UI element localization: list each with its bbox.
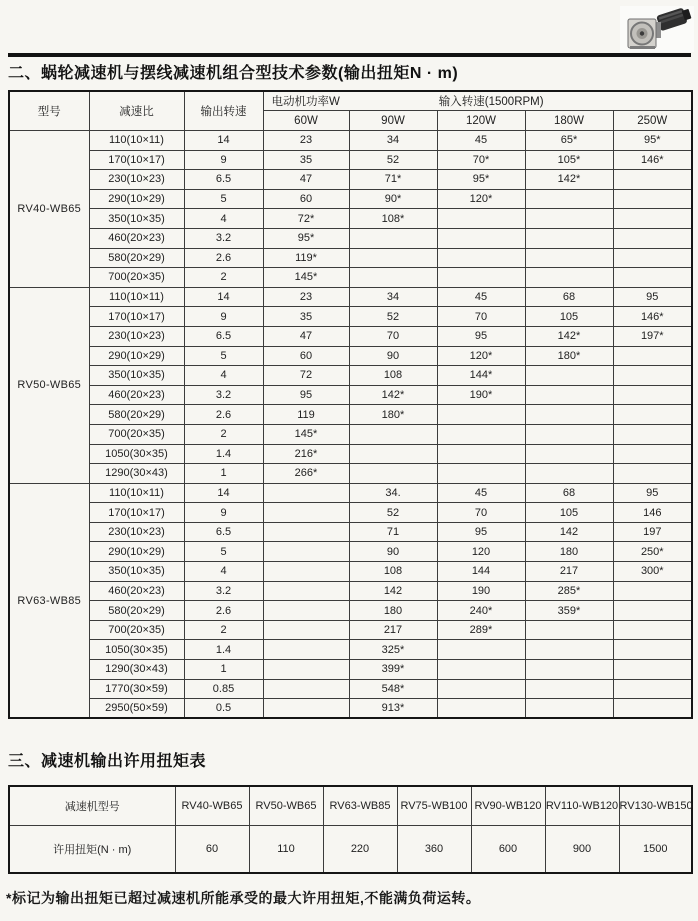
torque-cell: [349, 424, 437, 444]
parameters-table: [8, 90, 693, 719]
torque-cell: 70: [349, 326, 437, 346]
torque-cell: [263, 562, 349, 582]
ratio-cell: 1290(30×43): [89, 464, 184, 484]
torque-cell: [437, 640, 525, 660]
torque-cell: 144*: [437, 366, 525, 386]
torque-cell: 34: [349, 287, 437, 307]
ratio-cell: 1290(30×43): [89, 660, 184, 680]
torque-cell: 72: [263, 366, 349, 386]
torque-cell: [437, 209, 525, 229]
torque-cell: 23: [263, 131, 349, 151]
section2-title: 二、蜗轮减速机与摆线减速机组合型技术参数(输出扭矩N · m): [8, 65, 459, 82]
table-row: [9, 424, 692, 444]
table-row: [9, 366, 692, 386]
torque-cell: 289*: [437, 620, 525, 640]
table-row: [9, 522, 692, 542]
torque-cell: 285*: [525, 581, 613, 601]
torque-cell: 70: [437, 503, 525, 523]
table-row: [9, 209, 692, 229]
torque-cell: [263, 542, 349, 562]
table-row: [9, 699, 692, 719]
table-row: [9, 679, 692, 699]
table-row: [9, 581, 692, 601]
ratio-cell: 230(10×23): [89, 326, 184, 346]
torque-cell: 95*: [263, 228, 349, 248]
allowable-torque-cell: 220: [323, 826, 397, 874]
torque-cell: 180: [525, 542, 613, 562]
table-row: [9, 503, 692, 523]
output-speed-cell: 2: [184, 424, 263, 444]
output-speed-cell: 6.5: [184, 170, 263, 190]
output-speed-cell: 14: [184, 287, 263, 307]
torque-cell: 70*: [437, 150, 525, 170]
output-speed-cell: 1: [184, 464, 263, 484]
torque-cell: [613, 228, 692, 248]
gearbox-photo-drawing: [620, 6, 694, 52]
torque-cell: 105*: [525, 150, 613, 170]
torque-cell: [437, 699, 525, 719]
torque-cell: 145*: [263, 424, 349, 444]
ratio-cell: 700(20×35): [89, 268, 184, 288]
torque-cell: 95: [263, 385, 349, 405]
torque-cell: 108*: [349, 209, 437, 229]
table-row: [9, 483, 692, 503]
torque-cell: 108: [349, 562, 437, 582]
ratio-cell: 170(10×17): [89, 150, 184, 170]
torque-cell: [263, 660, 349, 680]
torque-cell: 240*: [437, 601, 525, 621]
t2-torque-label: 许用扭矩(N · m): [9, 826, 175, 874]
t1-header-row: [9, 91, 692, 111]
torque-cell: 217: [525, 562, 613, 582]
output-speed-cell: 5: [184, 346, 263, 366]
gearbox-product-photo-icon: [620, 6, 694, 52]
output-speed-cell: 4: [184, 209, 263, 229]
model-cell: RV50-WB65: [9, 287, 89, 483]
output-speed-cell: 2.6: [184, 601, 263, 621]
torque-cell: [525, 248, 613, 268]
torque-cell: [525, 209, 613, 229]
ratio-cell: 110(10×11): [89, 131, 184, 151]
torque-cell: 142*: [349, 385, 437, 405]
torque-cell: [263, 601, 349, 621]
torque-cell: 325*: [349, 640, 437, 660]
torque-cell: 35: [263, 150, 349, 170]
torque-cell: [613, 189, 692, 209]
torque-cell: 68: [525, 287, 613, 307]
output-speed-cell: 14: [184, 131, 263, 151]
torque-cell: [349, 268, 437, 288]
torque-cell: [613, 601, 692, 621]
torque-cell: 34.: [349, 483, 437, 503]
torque-cell: [525, 444, 613, 464]
ratio-cell: 290(10×29): [89, 542, 184, 562]
torque-cell: 60: [263, 189, 349, 209]
torque-cell: [613, 366, 692, 386]
torque-cell: [525, 366, 613, 386]
table-row: [9, 444, 692, 464]
torque-cell: 95*: [437, 170, 525, 190]
torque-cell: 72*: [263, 209, 349, 229]
table-row: [9, 405, 692, 425]
torque-cell: 142: [525, 522, 613, 542]
allowable-torque-cell: 900: [545, 826, 619, 874]
torque-cell: 217: [349, 620, 437, 640]
t2-header-row: [9, 786, 692, 826]
table-row: [9, 620, 692, 640]
torque-cell: 90: [349, 346, 437, 366]
torque-cell: [263, 620, 349, 640]
torque-cell: 105: [525, 307, 613, 327]
ratio-cell: 460(20×23): [89, 385, 184, 405]
torque-cell: 120*: [437, 189, 525, 209]
torque-cell: [437, 248, 525, 268]
model-name-cell: RV63-WB85: [323, 786, 397, 826]
torque-cell: [613, 268, 692, 288]
torque-cell: [437, 405, 525, 425]
torque-cell: [525, 405, 613, 425]
torque-cell: [437, 424, 525, 444]
torque-cell: 197*: [613, 326, 692, 346]
torque-cell: 399*: [349, 660, 437, 680]
torque-cell: [613, 581, 692, 601]
t1-body: [9, 131, 692, 719]
torque-cell: [525, 228, 613, 248]
torque-cell: [525, 640, 613, 660]
table-row: [9, 228, 692, 248]
ratio-cell: 1770(30×59): [89, 679, 184, 699]
torque-cell: 90*: [349, 189, 437, 209]
torque-cell: 266*: [263, 464, 349, 484]
table-row: [9, 640, 692, 660]
allowable-torque-cell: 110: [249, 826, 323, 874]
torque-cell: [613, 424, 692, 444]
t2-data-row: [9, 826, 692, 874]
torque-cell: 120: [437, 542, 525, 562]
power-column-header: 60W: [263, 111, 349, 131]
torque-cell: 95: [437, 522, 525, 542]
section3-title: 三、减速机输出许用扭矩表: [8, 753, 207, 770]
table-row: [9, 601, 692, 621]
model-name-cell: RV90-WB120: [471, 786, 545, 826]
motor-power-label: 电动机功率W: [271, 96, 340, 108]
torque-cell: [525, 660, 613, 680]
output-speed-cell: 4: [184, 562, 263, 582]
torque-cell: 60: [263, 346, 349, 366]
ratio-cell: 350(10×35): [89, 562, 184, 582]
table-row: [9, 562, 692, 582]
torque-cell: 68: [525, 483, 613, 503]
model-name-cell: RV40-WB65: [175, 786, 249, 826]
torque-cell: [525, 679, 613, 699]
ratio-cell: 290(10×29): [89, 189, 184, 209]
power-column-header: 120W: [437, 111, 525, 131]
output-speed-cell: 5: [184, 542, 263, 562]
torque-cell: 119*: [263, 248, 349, 268]
output-speed-cell: 9: [184, 503, 263, 523]
ratio-column-header: 减速比: [89, 91, 184, 131]
model-cell: RV40-WB65: [9, 131, 89, 288]
ratio-cell: 110(10×11): [89, 483, 184, 503]
model-column-header: 型号: [9, 91, 89, 131]
output-speed-cell: 5: [184, 189, 263, 209]
ratio-cell: 350(10×35): [89, 366, 184, 386]
ratio-cell: 700(20×35): [89, 424, 184, 444]
power-column-header: 90W: [349, 111, 437, 131]
output-speed-cell: 14: [184, 483, 263, 503]
torque-cell: 23: [263, 287, 349, 307]
torque-cell: [613, 444, 692, 464]
torque-cell: [349, 444, 437, 464]
torque-cell: [525, 464, 613, 484]
table-row: [9, 287, 692, 307]
model-name-cell: RV75-WB100: [397, 786, 471, 826]
torque-cell: [263, 581, 349, 601]
torque-cell: 180*: [349, 405, 437, 425]
output-speed-cell: 0.85: [184, 679, 263, 699]
torque-cell: [349, 464, 437, 484]
torque-cell: 146: [613, 503, 692, 523]
torque-cell: 71: [349, 522, 437, 542]
torque-cell: [437, 679, 525, 699]
torque-cell: 47: [263, 170, 349, 190]
ratio-cell: 2950(50×59): [89, 699, 184, 719]
output-speed-cell: 1.4: [184, 640, 263, 660]
ratio-cell: 170(10×17): [89, 503, 184, 523]
output-speed-column-header: 输出转速: [184, 91, 263, 131]
torque-cell: 190: [437, 581, 525, 601]
allowable-torque-table: [8, 785, 693, 874]
allowable-torque-cell: 60: [175, 826, 249, 874]
torque-cell: [525, 620, 613, 640]
power-and-input-speed-header: [263, 91, 692, 111]
table-row: [9, 660, 692, 680]
model-cell: RV63-WB85: [9, 483, 89, 718]
torque-cell: 548*: [349, 679, 437, 699]
divider-rule: [8, 53, 691, 57]
table-row: [9, 385, 692, 405]
table-row: [9, 307, 692, 327]
torque-cell: [437, 228, 525, 248]
torque-cell: 45: [437, 131, 525, 151]
output-speed-cell: 3.2: [184, 385, 263, 405]
torque-cell: [613, 679, 692, 699]
power-column-header: 180W: [525, 111, 613, 131]
output-speed-cell: 1.4: [184, 444, 263, 464]
torque-cell: [613, 346, 692, 366]
torque-cell: [525, 268, 613, 288]
torque-cell: [613, 464, 692, 484]
output-speed-cell: 3.2: [184, 228, 263, 248]
ratio-cell: 230(10×23): [89, 170, 184, 190]
torque-cell: [613, 209, 692, 229]
table-row: [9, 150, 692, 170]
torque-cell: 34: [349, 131, 437, 151]
torque-cell: 913*: [349, 699, 437, 719]
power-column-header: 250W: [613, 111, 692, 131]
output-speed-cell: 2.6: [184, 248, 263, 268]
t2-model-label: 减速机型号: [9, 786, 175, 826]
ratio-cell: 1050(30×35): [89, 444, 184, 464]
torque-cell: 120*: [437, 346, 525, 366]
torque-cell: [263, 640, 349, 660]
torque-cell: 216*: [263, 444, 349, 464]
torque-cell: [263, 699, 349, 719]
torque-cell: 90: [349, 542, 437, 562]
output-speed-cell: 6.5: [184, 522, 263, 542]
torque-cell: [263, 679, 349, 699]
table-row: [9, 248, 692, 268]
torque-cell: 108: [349, 366, 437, 386]
torque-cell: [525, 424, 613, 444]
ratio-cell: 460(20×23): [89, 581, 184, 601]
allowable-torque-cell: 360: [397, 826, 471, 874]
torque-cell: 35: [263, 307, 349, 327]
torque-cell: 190*: [437, 385, 525, 405]
output-speed-cell: 0.5: [184, 699, 263, 719]
torque-cell: 47: [263, 326, 349, 346]
allowable-torque-cell: 1500: [619, 826, 692, 874]
table-row: [9, 268, 692, 288]
torque-cell: 180: [349, 601, 437, 621]
torque-cell: 142*: [525, 170, 613, 190]
table-row: [9, 464, 692, 484]
torque-cell: 145*: [263, 268, 349, 288]
output-speed-cell: 6.5: [184, 326, 263, 346]
ratio-cell: 580(20×29): [89, 248, 184, 268]
torque-cell: 52: [349, 503, 437, 523]
torque-cell: 95: [613, 287, 692, 307]
output-speed-cell: 2: [184, 268, 263, 288]
torque-cell: 146*: [613, 307, 692, 327]
input-speed-label: 输入转速(1500RPM): [438, 96, 544, 108]
model-name-cell: RV110-WB120: [545, 786, 619, 826]
table-row: [9, 326, 692, 346]
ratio-cell: 110(10×11): [89, 287, 184, 307]
allowable-torque-cell: 600: [471, 826, 545, 874]
ratio-cell: 170(10×17): [89, 307, 184, 327]
table-row: [9, 170, 692, 190]
torque-cell: [349, 248, 437, 268]
model-name-cell: RV50-WB65: [249, 786, 323, 826]
torque-cell: [525, 189, 613, 209]
torque-cell: [525, 699, 613, 719]
torque-cell: [263, 503, 349, 523]
torque-cell: 95: [437, 326, 525, 346]
torque-cell: [437, 444, 525, 464]
table-row: [9, 131, 692, 151]
torque-cell: 95*: [613, 131, 692, 151]
torque-cell: [263, 483, 349, 503]
torque-cell: 71*: [349, 170, 437, 190]
ratio-cell: 460(20×23): [89, 228, 184, 248]
torque-cell: 45: [437, 287, 525, 307]
torque-cell: 146*: [613, 150, 692, 170]
ratio-cell: 290(10×29): [89, 346, 184, 366]
torque-cell: [613, 170, 692, 190]
torque-cell: 142*: [525, 326, 613, 346]
torque-cell: 45: [437, 483, 525, 503]
torque-cell: 65*: [525, 131, 613, 151]
ratio-cell: 700(20×35): [89, 620, 184, 640]
output-speed-cell: 9: [184, 307, 263, 327]
torque-cell: [613, 699, 692, 719]
torque-cell: 95: [613, 483, 692, 503]
torque-cell: 144: [437, 562, 525, 582]
output-speed-cell: 9: [184, 150, 263, 170]
ratio-cell: 580(20×29): [89, 601, 184, 621]
torque-cell: [613, 405, 692, 425]
model-name-cell: RV130-WB150: [619, 786, 692, 826]
torque-cell: [613, 640, 692, 660]
output-speed-cell: 4: [184, 366, 263, 386]
torque-cell: 142: [349, 581, 437, 601]
torque-cell: 180*: [525, 346, 613, 366]
output-speed-cell: 2: [184, 620, 263, 640]
torque-cell: 197: [613, 522, 692, 542]
torque-cell: 250*: [613, 542, 692, 562]
torque-cell: [613, 248, 692, 268]
ratio-cell: 350(10×35): [89, 209, 184, 229]
torque-cell: 119: [263, 405, 349, 425]
table-row: [9, 542, 692, 562]
ratio-cell: 580(20×29): [89, 405, 184, 425]
torque-cell: 52: [349, 150, 437, 170]
torque-cell: [437, 268, 525, 288]
torque-cell: 70: [437, 307, 525, 327]
footnote: *标记为输出扭矩已超过减速机所能承受的最大许用扭矩,不能满负荷运转。: [6, 890, 481, 906]
torque-cell: [525, 385, 613, 405]
torque-cell: [263, 522, 349, 542]
output-speed-cell: 3.2: [184, 581, 263, 601]
torque-cell: 52: [349, 307, 437, 327]
torque-cell: [613, 620, 692, 640]
ratio-cell: 230(10×23): [89, 522, 184, 542]
torque-cell: [437, 660, 525, 680]
output-speed-cell: 1: [184, 660, 263, 680]
torque-cell: [613, 385, 692, 405]
torque-cell: 105: [525, 503, 613, 523]
torque-cell: 300*: [613, 562, 692, 582]
torque-cell: [349, 228, 437, 248]
table-row: [9, 189, 692, 209]
torque-cell: [613, 660, 692, 680]
table-row: [9, 346, 692, 366]
ratio-cell: 1050(30×35): [89, 640, 184, 660]
torque-cell: 359*: [525, 601, 613, 621]
torque-cell: [437, 464, 525, 484]
output-speed-cell: 2.6: [184, 405, 263, 425]
